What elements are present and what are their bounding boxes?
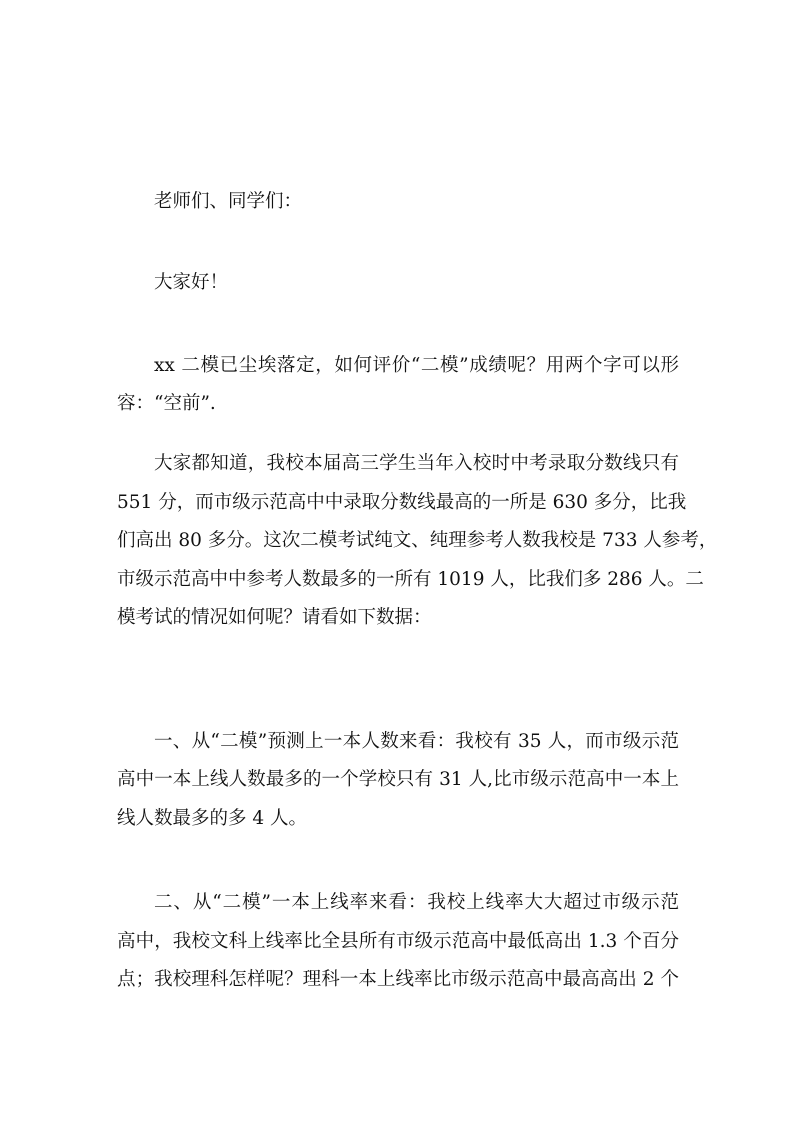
paragraph-1-line: 容：“空前”.: [117, 393, 216, 414]
paragraph-2-line: 模考试的情况如何呢？请看如下数据：: [117, 607, 432, 628]
paragraph-2-line: 大家都知道，我校本届高三学生当年入校时中考录取分数线只有: [154, 453, 679, 474]
salutation: 老师们、同学们：: [154, 191, 303, 212]
paragraph-2-line: 市级示范高中中参考人数最多的一所有 1019 人，比我们多 286 人。二: [117, 569, 704, 590]
paragraph-3-line: 线人数最多的多 4 人。: [117, 808, 308, 829]
paragraph-3-line: 高中一本上线人数最多的一个学校只有 31 人,比市级示范高中一本上: [117, 769, 679, 790]
paragraph-1-line: xx 二模已尘埃落定，如何评价“二模”成绩呢？用两个字可以形: [154, 355, 679, 376]
paragraph-3-line: 一、从“二模”预测上一本人数来看：我校有 35 人，而市级示范: [154, 731, 679, 752]
paragraph-4-line: 二、从“二模”一本上线率来看：我校上线率大大超过市级示范: [154, 892, 679, 913]
greeting: 大家好！: [154, 272, 229, 293]
paragraph-4-line: 高中，我校文科上线率比全县所有市级示范高中最低高出 1.3 个百分: [117, 931, 679, 952]
paragraph-2-line: 们高出 80 多分。这次二模考试纯文、纯理参考人数我校是 733 人参考，: [117, 530, 718, 551]
paragraph-2-line: 551 分，而市级示范高中中录取分数线最高的一所是 630 多分，比我: [117, 492, 687, 513]
paragraph-4-line: 点；我校理科怎样呢？理科一本上线率比市级示范高中最高高出 2 个: [117, 969, 679, 990]
